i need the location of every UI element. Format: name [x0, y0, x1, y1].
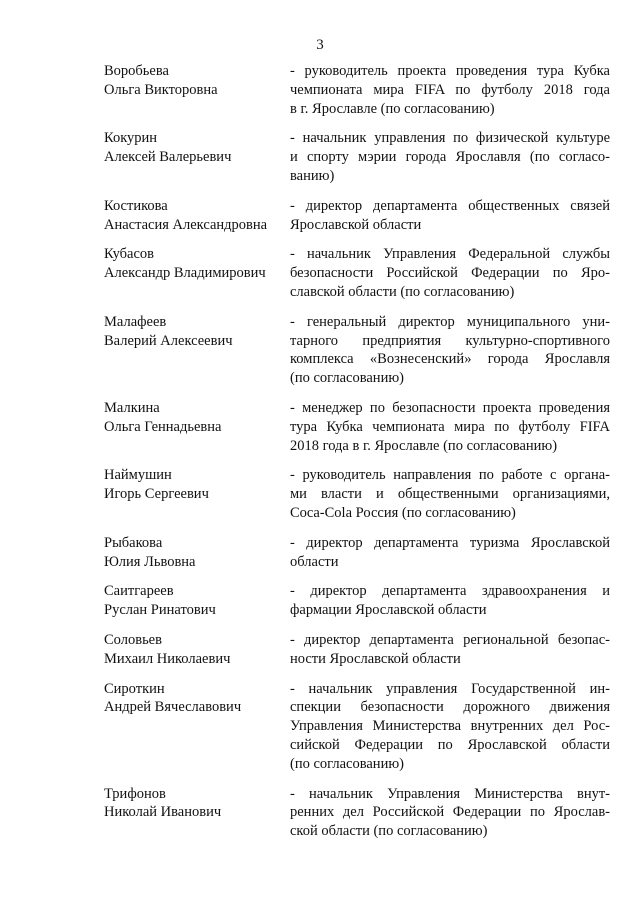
role-line: - руководитель проекта проведения тура Кубка — [290, 63, 610, 79]
member-role — [290, 582, 610, 620]
role-line: - менеджер по безопасности проекта проведения — [290, 399, 610, 416]
member-given-names: Ольга Викторовна — [104, 81, 218, 98]
role-line: сийской Федерации по Ярославской области — [290, 736, 610, 753]
member-role — [290, 197, 610, 235]
member-role — [290, 534, 610, 572]
role-line: Ярославской области — [290, 216, 422, 233]
member-entry — [104, 62, 610, 118]
member-surname: Малафеев — [104, 313, 167, 330]
member-surname: Рыбакова — [104, 534, 163, 551]
member-entry — [104, 197, 610, 235]
role-line: - начальник управления Государственной ин- — [290, 680, 610, 697]
member-entry — [104, 785, 610, 841]
member-role — [290, 680, 610, 774]
member-surname: Воробьева — [104, 63, 169, 79]
member-name — [104, 785, 290, 841]
member-entry — [104, 631, 610, 669]
member-entry — [104, 129, 610, 185]
member-surname: Кубасов — [104, 246, 154, 263]
member-name — [104, 466, 290, 522]
member-name — [104, 680, 290, 774]
member-role — [290, 466, 610, 522]
member-given-names: Ольга Геннадьевна — [104, 418, 222, 435]
member-given-names: Юлия Львовна — [104, 553, 196, 570]
member-given-names: Игорь Сергеевич — [104, 486, 209, 503]
role-line: ванию) — [290, 167, 335, 184]
role-line: тура Кубка чемпионата мира по футболу FIFA — [290, 418, 610, 435]
member-entry — [104, 313, 610, 388]
member-given-names: Анастасия Александровна — [104, 216, 268, 233]
member-name — [104, 62, 290, 118]
member-name — [104, 582, 290, 620]
member-given-names: Андрей Вячеславович — [104, 699, 242, 716]
member-role — [290, 785, 610, 841]
role-line: ми власти и общественными организациями, — [290, 486, 610, 503]
role-line: комплекса «Вознесенский» города Ярославля — [290, 351, 610, 368]
role-line: Управления Министерства внутренних дел Рос- — [290, 718, 610, 735]
member-name — [104, 631, 290, 669]
role-line: - начальник Управления Федеральной службы — [290, 246, 610, 263]
role-line: - генеральный директор муниципального уни- — [290, 313, 610, 330]
member-role — [290, 245, 610, 301]
member-given-names: Александр Владимирович — [104, 265, 266, 282]
member-role — [290, 313, 610, 388]
member-name — [104, 129, 290, 185]
role-line: - руководитель направления по работе с органа- — [290, 467, 610, 484]
role-line: безопасности Российской Федерации по Яро- — [290, 265, 610, 282]
member-surname: Саитгареев — [104, 583, 174, 600]
page-number: 3 — [316, 37, 324, 53]
member-name — [104, 245, 290, 301]
member-entry — [104, 245, 610, 301]
role-line: - начальник управления по физической культуре — [290, 130, 610, 147]
role-line: ности Ярославской области — [290, 650, 461, 667]
role-line: тарного предприятия культурно-спортивного — [290, 332, 610, 349]
member-entry — [104, 466, 610, 522]
member-given-names: Руслан Ринатович — [104, 602, 216, 619]
role-line: (по согласованию) — [290, 370, 404, 387]
member-role — [290, 399, 610, 455]
role-line: (по согласованию) — [290, 755, 404, 772]
role-line: фармации Ярославской области — [290, 602, 487, 619]
member-name — [104, 313, 290, 388]
role-line: и спорту мэрии города Ярославля (по согласо- — [290, 149, 610, 166]
role-line: славской области (по согласованию) — [290, 283, 515, 300]
role-line: - директор департамента туризма Ярославской — [290, 534, 610, 551]
member-surname: Малкина — [104, 399, 160, 416]
member-surname: Сироткин — [104, 680, 165, 697]
member-list — [104, 62, 610, 841]
member-surname: Наймушин — [104, 467, 172, 484]
role-line: ской области (по согласованию) — [290, 823, 488, 840]
member-entry — [104, 680, 610, 774]
member-surname: Трифонов — [104, 785, 166, 802]
member-given-names: Михаил Николаевич — [104, 650, 231, 667]
member-entry — [104, 399, 610, 455]
member-role — [290, 631, 610, 669]
role-line: - директор департамента региональной безопас- — [290, 631, 610, 648]
member-surname: Соловьев — [104, 631, 162, 648]
member-surname: Костикова — [104, 197, 168, 214]
member-given-names: Валерий Алексеевич — [104, 332, 233, 349]
member-given-names: Алексей Валерьевич — [104, 149, 232, 166]
role-line: - директор департамента здравоохранения и — [290, 583, 610, 600]
role-line: области — [290, 553, 339, 570]
role-line: - директор департамента общественных связей — [290, 197, 610, 214]
member-role — [290, 129, 610, 185]
role-line: Coca-Cola Россия (по согласованию) — [290, 504, 516, 521]
role-line: чемпионата мира FIFA по футболу 2018 года — [290, 81, 610, 98]
role-line: спекции безопасности дорожного движения — [290, 699, 610, 716]
role-line: 2018 года в г. Ярославле (по согласованию) — [290, 437, 558, 454]
member-name — [104, 197, 290, 235]
member-role — [290, 62, 610, 118]
member-surname: Кокурин — [104, 130, 158, 147]
member-name — [104, 534, 290, 572]
role-line: ренних дел Российской Федерации по Ярослав- — [290, 804, 610, 821]
role-line: - начальник Управления Министерства внут- — [290, 785, 610, 802]
member-entry — [104, 582, 610, 620]
role-line: в г. Ярославле (по согласованию) — [290, 100, 495, 117]
member-entry — [104, 534, 610, 572]
member-given-names: Николай Иванович — [104, 804, 222, 821]
member-name — [104, 399, 290, 455]
